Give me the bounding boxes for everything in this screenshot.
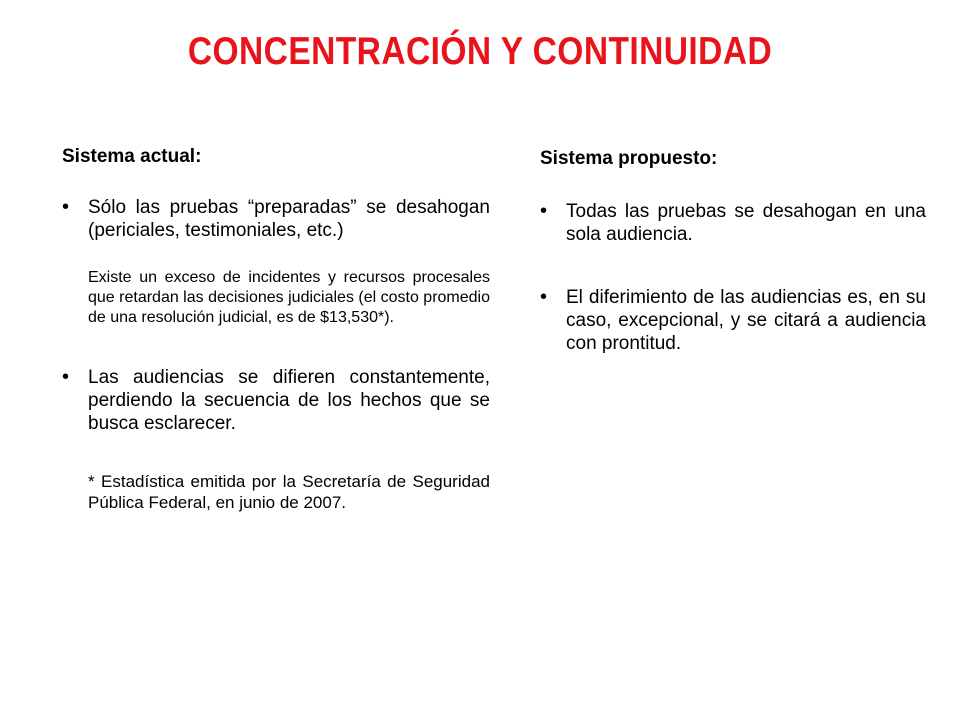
bullet-text: Las audiencias se difieren constantemente, perdiendo la secuencia de los hechos que se busca esclarecer. — [88, 367, 490, 434]
current-system-heading: Sistema actual: — [62, 146, 202, 167]
current-system-column — [62, 146, 490, 513]
bullet-icon: • — [540, 286, 548, 308]
slide-title: CONCENTRACIÓN Y CONTINUIDAD — [187, 30, 773, 73]
bullet-text: Todas las pruebas se desahogan en una sola audiencia. — [566, 201, 926, 245]
proposed-system-bullet-deferral-exceptional — [540, 286, 926, 355]
proposed-system-heading: Sistema propuesto: — [540, 148, 718, 169]
current-system-bullet-prepared-evidence — [62, 196, 490, 242]
proposed-system-bullet-single-hearing — [540, 200, 926, 246]
incidents-note: Existe un exceso de incidentes y recursos procesales que retardan las decisiones judiciales (el costo promedio de una resolución judicial, es de $13,530*). — [88, 269, 490, 326]
statistics-footnote: * Estadística emitida por la Secretaría de Seguridad Pública Federal, en junio de 2007. — [88, 472, 490, 512]
bullet-icon: • — [62, 196, 70, 218]
bullet-text: Sólo las pruebas “preparadas” se desahogan (periciales, testimoniales, etc.) — [88, 197, 490, 241]
bullet-text: El diferimiento de las audiencias es, en su caso, excepcional, y se citará a audiencia con prontitud. — [566, 287, 926, 354]
bullet-icon: • — [540, 200, 548, 222]
current-system-bullet-hearings-deferred — [62, 366, 490, 435]
bullet-icon: • — [62, 366, 70, 388]
proposed-system-column — [540, 148, 926, 355]
